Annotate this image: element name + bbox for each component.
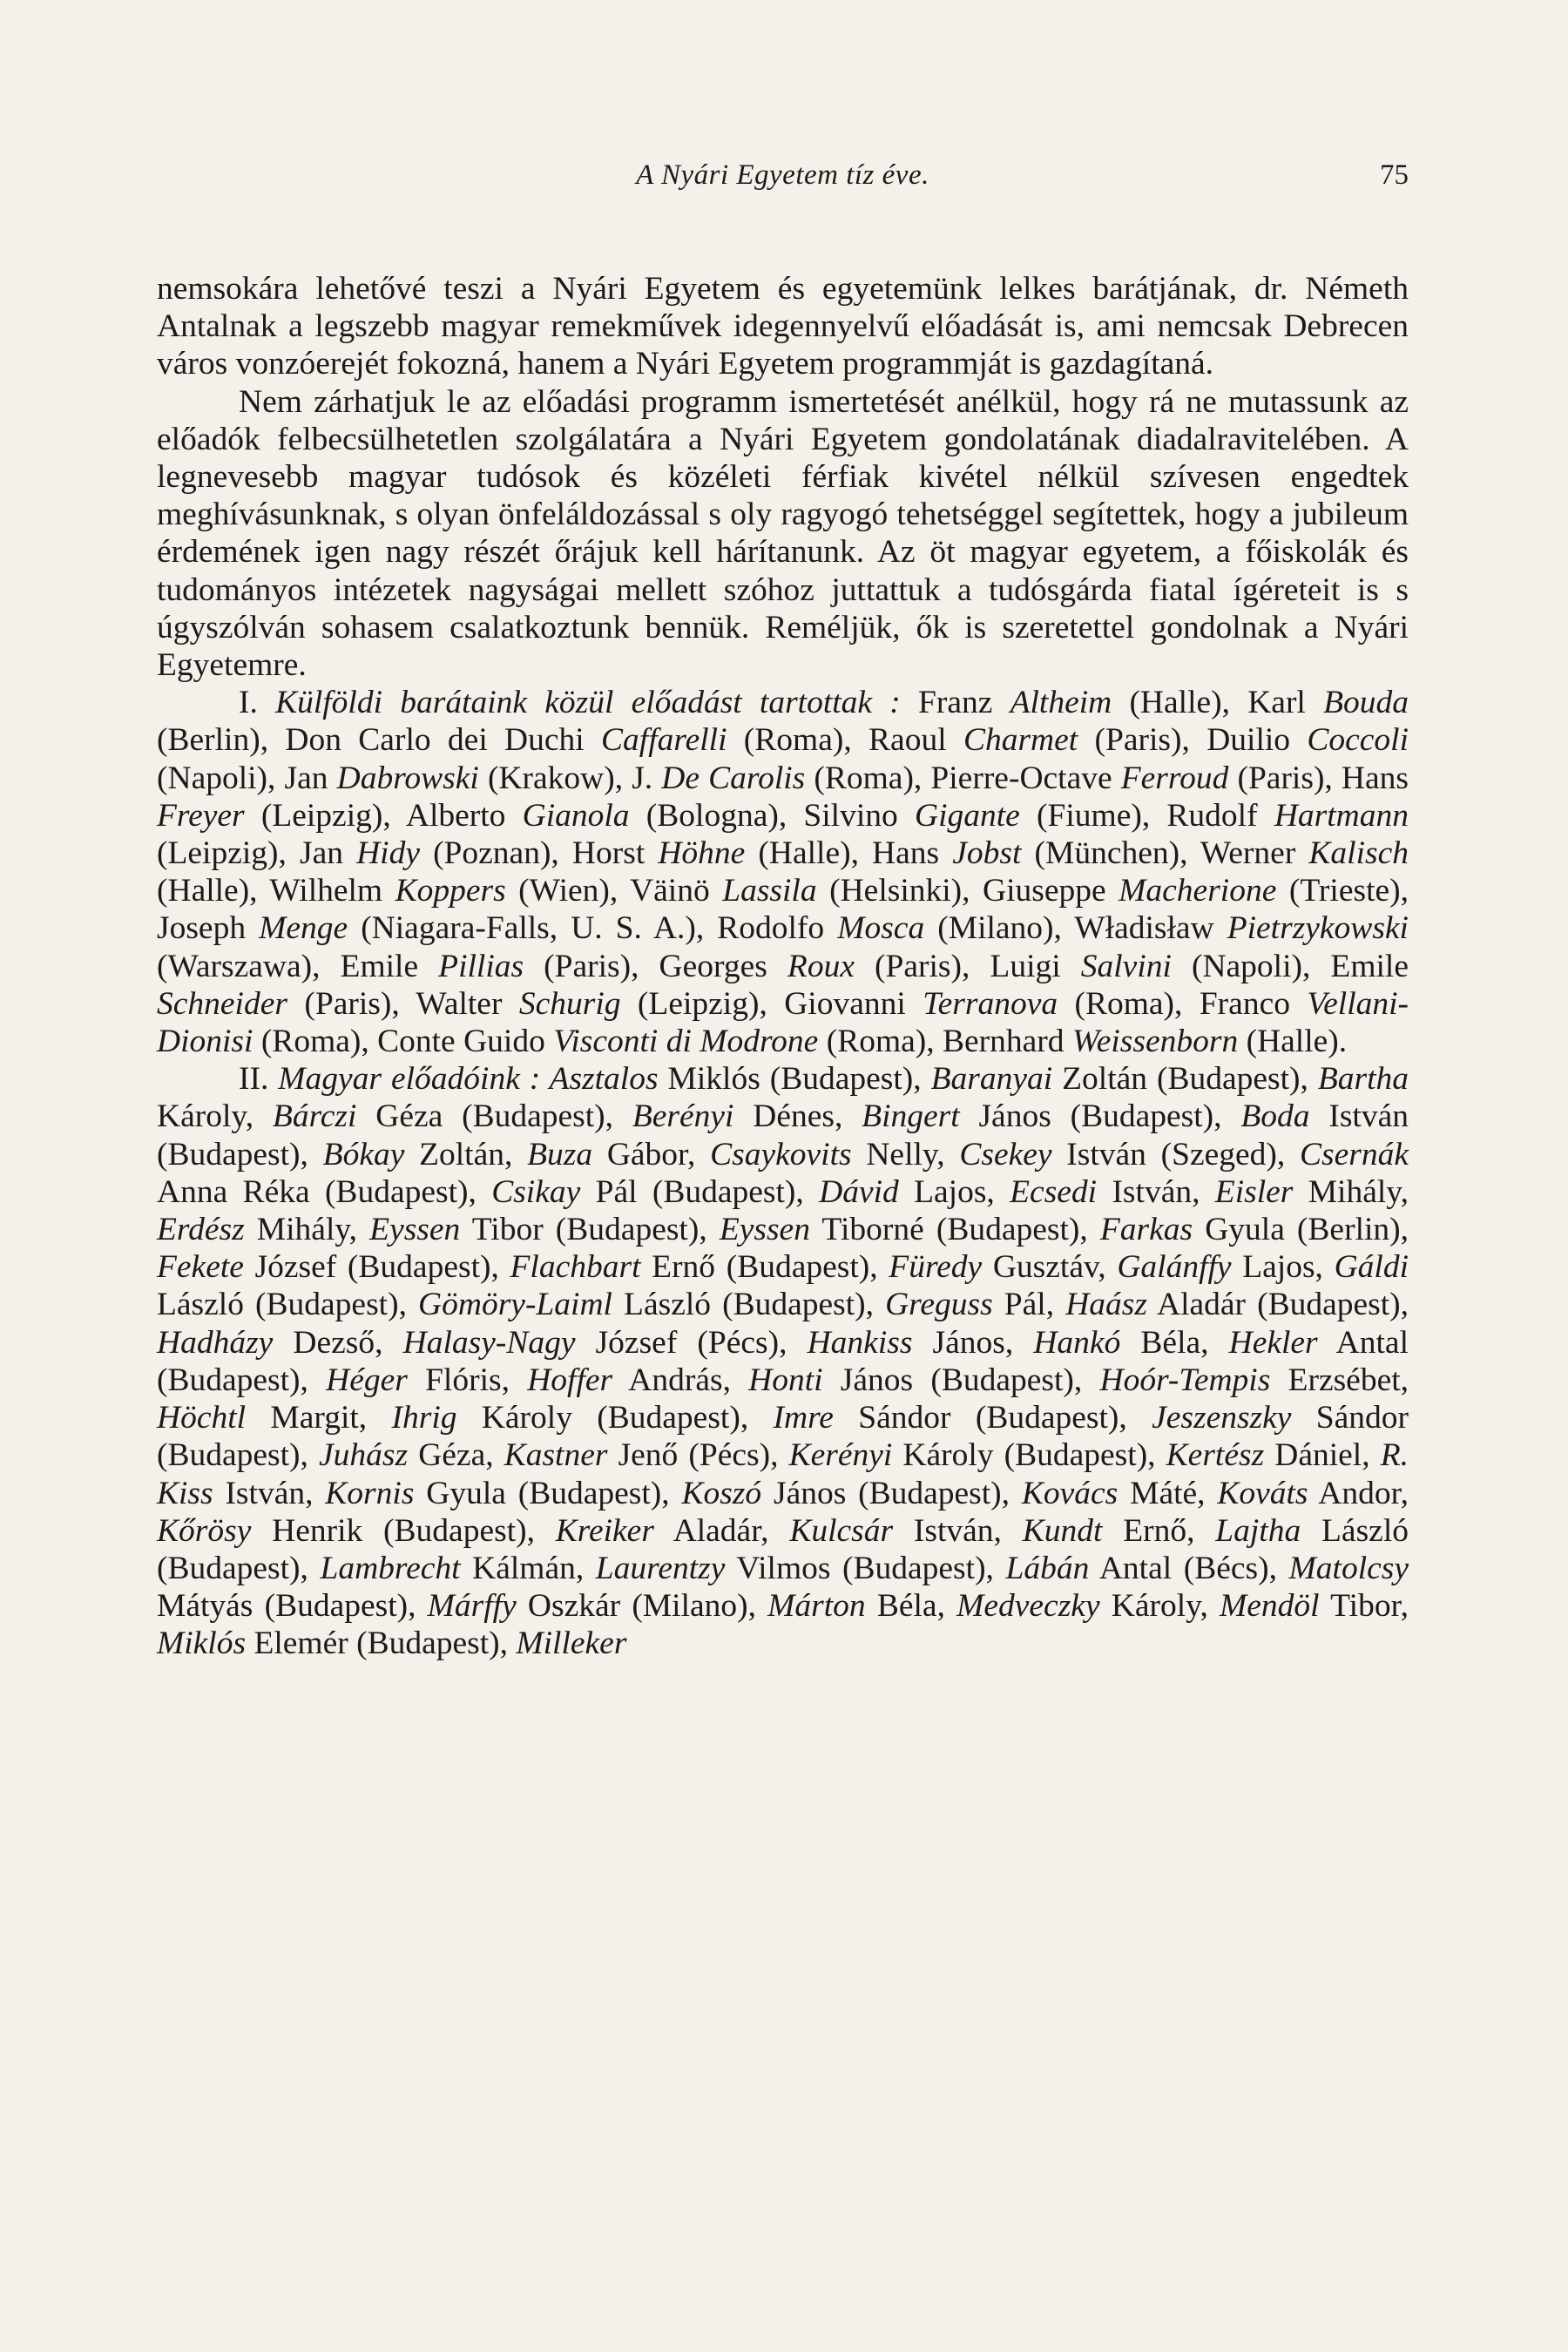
text-run: László (Budapest), <box>612 1287 886 1323</box>
italic-name-run: Márffy <box>427 1588 517 1625</box>
italic-name-run: Fekete <box>157 1249 244 1286</box>
italic-name-run: Kulcsár <box>789 1512 894 1549</box>
italic-name-run: Lajtha <box>1215 1512 1301 1549</box>
italic-name-run: Csernák <box>1300 1136 1409 1173</box>
italic-name-run: Csikay <box>491 1173 581 1210</box>
text-run: János (Budapest), <box>761 1475 1022 1511</box>
text-run: Mihály, <box>244 1212 370 1248</box>
italic-name-run: Coccoli <box>1307 722 1409 759</box>
text-run: Tibor, <box>1319 1588 1409 1625</box>
italic-name-run: Matolcsy <box>1288 1550 1409 1586</box>
text-run: Béla, <box>865 1588 957 1625</box>
italic-name-run: Pillias <box>438 948 524 984</box>
italic-name-run: Imre <box>773 1400 834 1436</box>
text-run: (Poznan), Horst <box>419 835 659 872</box>
italic-name-run: Greguss <box>885 1287 993 1323</box>
text-run: József (Budapest), <box>243 1249 510 1286</box>
text-run: József (Pécs), <box>575 1324 808 1361</box>
text-run: Henrik (Budapest), <box>251 1512 556 1549</box>
text-run: (Napoli), Jan <box>157 760 337 796</box>
text-run: István, <box>213 1475 326 1511</box>
text-run: János, <box>912 1324 1034 1361</box>
text-run: András, <box>612 1362 749 1398</box>
paragraph-hungarian-lecturers <box>157 1060 1409 1662</box>
italic-name-run: Hoffer <box>527 1362 613 1398</box>
text-run: (Bologna), Silvino <box>629 797 915 834</box>
text-run: Sándor (Budapest), <box>833 1400 1152 1436</box>
italic-name-run: Kalisch <box>1308 835 1409 872</box>
text-run: Antal (Bécs), <box>1089 1550 1289 1586</box>
text-run: Oszkár (Milano), <box>516 1588 768 1625</box>
italic-name-run: Dávid <box>819 1173 899 1210</box>
text-run: Nem zárhatjuk le az előadási programm ismertetését anélkül, hogy rá ne mutassunk az előadók felbecsülhetetlen szolgálatára a Nyári Egyetem gondolatának diadalravitelében. A legnevesebb magyar tudósok és közéleti férfiak kivétel nélkül szívesen engedtek meghívásunknak, s olyan önfeláldozással s oly ragyogó tehetséggel segítettek, hogy a jubileum érdemének igen nagy részét őrájuk kell hárítanunk. Az öt magyar egyetem, a főiskolák és tudományos intézetek nagyságai mellett szóhoz juttattuk a tudósgárda fiatal ígéreteit is s úgyszólván sohasem csalatkoztunk bennük. Reméljük, ők is szeretettel gondolnak a Nyári Egyetemre. <box>157 383 1409 684</box>
text-run: (Roma), Conte Guido <box>253 1024 554 1060</box>
italic-name-run: Bárczi <box>272 1098 357 1135</box>
italic-name-run: Kornis <box>325 1475 415 1511</box>
text-run: (Halle), Karl <box>1112 685 1324 721</box>
italic-name-run: Terranova <box>923 985 1058 1022</box>
body-text <box>157 270 1409 1663</box>
running-title: A Nyári Egyetem tíz éve. <box>636 159 929 191</box>
italic-name-run: Kundt <box>1022 1512 1103 1549</box>
text-run: Tibor (Budapest), <box>460 1212 720 1248</box>
text-run: Károly (Budapest), <box>456 1400 774 1436</box>
italic-name-run: Roux <box>787 948 855 984</box>
italic-name-run: Hadházy <box>157 1324 274 1361</box>
italic-name-run: Koppers <box>395 873 506 909</box>
text-run: Dániel, <box>1264 1437 1381 1474</box>
text-run: Gábor, <box>592 1136 711 1173</box>
text-run: Miklós (Budapest), <box>658 1061 931 1098</box>
text-run: Károly, <box>157 1098 273 1135</box>
italic-name-run: Kreiker <box>555 1512 654 1549</box>
italic-name-run: Schneider <box>157 985 287 1022</box>
italic-name-run: Kertész <box>1166 1437 1265 1474</box>
text-run: (Wien), Väinö <box>505 873 723 909</box>
italic-name-run: Weissenborn <box>1071 1024 1239 1060</box>
text-run: (Fiume), Rudolf <box>1019 797 1274 834</box>
italic-name-run: Charmet <box>963 722 1078 759</box>
text-run: (Roma), Franco <box>1058 985 1308 1022</box>
text-run: Jenő (Pécs), <box>607 1437 789 1474</box>
text-run: nemsokára lehetővé teszi a Nyári Egyetem és egyetemünk lelkes barátjának, dr. Németh Antalnak a legszebb magyar remekművek idegennyelvű előadását is, ami nemcsak Debrecen város vonzóerejét fokozná, hanem a Nyári Egyetem programmját is gazdagítaná. <box>157 271 1409 382</box>
italic-name-run: Galánffy <box>1117 1249 1232 1286</box>
text-run: (Roma), Bernhard <box>818 1024 1072 1060</box>
text-run: (Berlin), Don Carlo dei Duchi <box>157 722 602 759</box>
text-run: János (Budapest), <box>822 1362 1100 1398</box>
text-run: (Paris), Duilio <box>1078 722 1308 759</box>
text-run: Elemér (Budapest), <box>246 1625 517 1662</box>
italic-name-run: Héger <box>326 1362 408 1398</box>
italic-name-run: Dabrowski <box>336 760 479 796</box>
italic-name-run: Pietrzykowski <box>1227 910 1409 947</box>
italic-name-run: Lassila <box>722 873 817 909</box>
italic-name-run: Hekler <box>1228 1324 1318 1361</box>
text-run: István, <box>893 1512 1023 1549</box>
italic-name-run: Caffarelli <box>601 722 727 759</box>
italic-name-run: Farkas <box>1099 1212 1193 1248</box>
italic-name-run: Medveczky <box>956 1588 1100 1625</box>
text-run: (Halle), Wilhelm <box>157 873 395 909</box>
italic-name-run: Hoór-Tempis <box>1099 1362 1271 1398</box>
text-run: (München), Werner <box>1021 835 1309 872</box>
text-run: (Trieste), Joseph <box>157 873 1409 947</box>
italic-name-run: Csaykovits <box>710 1136 852 1173</box>
italic-name-run: Ecsedi <box>1010 1173 1098 1210</box>
text-run: Franz <box>900 685 1010 721</box>
text-run: Pál, <box>992 1287 1066 1323</box>
italic-name-run: Bingert <box>862 1098 960 1135</box>
text-run: Gyula (Budapest), <box>414 1475 682 1511</box>
text-run: (Napoli), Emile <box>1171 948 1409 984</box>
text-run: Flóris, <box>407 1362 528 1398</box>
text-run: Mihály, <box>1293 1173 1409 1210</box>
text-run: Dénes, <box>733 1098 862 1135</box>
page-number: 75 <box>1380 159 1409 191</box>
italic-name-run: Haász <box>1065 1287 1147 1323</box>
text-run: (Krakow), J. <box>478 760 662 796</box>
text-run: (Paris), Walter <box>287 985 519 1022</box>
text-run: II. <box>239 1061 279 1098</box>
italic-name-run: Milleker <box>516 1625 627 1662</box>
italic-name-run: Baranyai <box>930 1061 1053 1098</box>
italic-name-run: Márton <box>767 1588 866 1625</box>
italic-name-run: Honti <box>748 1362 823 1398</box>
italic-name-run: Menge <box>259 910 348 947</box>
text-run: Sándor (Budapest), <box>157 1400 1409 1474</box>
text-run: (Halle), Hans <box>745 835 953 872</box>
italic-name-run: De Carolis <box>661 760 806 796</box>
italic-name-run: Mendöl <box>1220 1588 1320 1625</box>
text-run: Margit, <box>246 1400 392 1436</box>
italic-name-run: Bartha <box>1317 1061 1409 1098</box>
italic-name-run: Kőrösy <box>157 1512 252 1549</box>
text-run: Kálmán, <box>460 1550 596 1586</box>
text-run: Anna Réka (Budapest), <box>157 1173 492 1210</box>
text-run: István (Budapest), <box>157 1098 1409 1173</box>
text-run: László (Budapest), <box>157 1287 419 1323</box>
paragraph-foreign-lecturers <box>157 684 1409 1060</box>
italic-name-run: Höchtl <box>157 1400 247 1436</box>
italic-name-run: Freyer <box>157 797 245 834</box>
italic-name-run: Lábán <box>1005 1550 1090 1586</box>
italic-name-run: Salvini <box>1080 948 1172 984</box>
text-run: Vilmos (Budapest), <box>725 1550 1006 1586</box>
italic-name-run: Vellani-Dionisi <box>157 985 1409 1060</box>
text-run: István, <box>1097 1173 1215 1210</box>
italic-name-run: Bókay <box>322 1136 405 1173</box>
italic-name-run: Ferroud <box>1120 760 1229 796</box>
text-run: (Paris), Georges <box>524 948 787 984</box>
italic-name-run: Kováts <box>1217 1475 1308 1511</box>
italic-name-run: Kerényi <box>788 1437 893 1474</box>
italic-name-run: Kastner <box>504 1437 608 1474</box>
italic-name-run: Macherione <box>1119 873 1277 909</box>
italic-name-run: Gianola <box>522 797 630 834</box>
italic-name-run: Csekey <box>959 1136 1052 1173</box>
text-run: I. <box>239 685 276 721</box>
text-run: István (Szeged), <box>1051 1136 1300 1173</box>
text-run: (Paris), Luigi <box>854 948 1081 984</box>
italic-name-run: Buza <box>527 1136 593 1173</box>
italic-name-run: Jeszenszky <box>1152 1400 1292 1436</box>
text-run: Antal (Budapest), <box>157 1324 1409 1398</box>
text-run: Dezső, <box>273 1324 403 1361</box>
text-run: Károly (Budapest), <box>892 1437 1166 1474</box>
text-run: László (Budapest), <box>157 1512 1409 1586</box>
text-run: (Warszawa), Emile <box>157 948 439 984</box>
text-run: Pál (Budapest), <box>580 1173 820 1210</box>
text-run: Géza (Budapest), <box>356 1098 632 1135</box>
italic-name-run: Gáldi <box>1334 1249 1409 1286</box>
text-run: (Milano), Władisław <box>924 910 1227 947</box>
italic-name-run: Altheim <box>1010 685 1112 721</box>
text-run: Ernő (Budapest), <box>640 1249 889 1286</box>
italic-name-run: Juhász <box>319 1437 409 1474</box>
text-run: (Leipzig), Jan <box>157 835 357 872</box>
italic-name-run: Flachbart <box>510 1249 641 1286</box>
italic-name-run: Ihrig <box>391 1400 457 1436</box>
text-run: (Helsinki), Giuseppe <box>816 873 1119 909</box>
italic-name-run: Bouda <box>1323 685 1409 721</box>
italic-name-run: Gigante <box>914 797 1020 834</box>
text-run: (Leipzig), Giovanni <box>620 985 923 1022</box>
text-run: Nelly, <box>851 1136 960 1173</box>
text-run: Lajos, <box>1231 1249 1335 1286</box>
italic-name-run: Mosca <box>837 910 925 947</box>
italic-name-run: Hartmann <box>1274 797 1409 834</box>
text-run: János (Budapest), <box>959 1098 1241 1135</box>
text-run: Erzsébet, <box>1270 1362 1409 1398</box>
italic-name-run: R. Kiss <box>157 1437 1409 1511</box>
text-run: Béla, <box>1120 1324 1229 1361</box>
paragraph-continuation <box>157 270 1409 383</box>
italic-name-run: Hankiss <box>807 1324 913 1361</box>
text-run: (Paris), Hans <box>1228 760 1409 796</box>
text-run: Zoltán (Budapest), <box>1052 1061 1318 1098</box>
text-run: Aladár (Budapest), <box>1146 1287 1409 1323</box>
text-run: Lajos, <box>898 1173 1010 1210</box>
italic-name-run: Külföldi barátaink közül előadást tartottak : <box>275 685 901 721</box>
italic-name-run: Eyssen <box>369 1212 461 1248</box>
italic-name-run: Gömöry-Laiml <box>418 1287 612 1323</box>
italic-name-run: Visconti di Modrone <box>553 1024 819 1060</box>
italic-name-run: Höhne <box>658 835 746 872</box>
text-run: Gusztáv, <box>982 1249 1118 1286</box>
text-run: (Leipzig), Alberto <box>244 797 523 834</box>
text-run: Károly, <box>1099 1588 1220 1625</box>
text-run: (Roma), Pierre-Octave <box>805 760 1121 796</box>
text-run: Tiborné (Budapest), <box>809 1212 1100 1248</box>
text-run: Ernő, <box>1102 1512 1216 1549</box>
italic-name-run: Jobst <box>952 835 1022 872</box>
italic-name-run: Boda <box>1240 1098 1310 1135</box>
text-run: (Halle). <box>1238 1024 1348 1060</box>
italic-name-run: Berényi <box>632 1098 734 1135</box>
text-run: Mátyás (Budapest), <box>157 1588 428 1625</box>
italic-name-run: Magyar előadóink : Asztalos <box>278 1061 659 1098</box>
italic-name-run: Hankó <box>1033 1324 1121 1361</box>
italic-name-run: Eyssen <box>719 1212 810 1248</box>
italic-name-run: Lambrecht <box>320 1550 461 1586</box>
text-run: Máté, <box>1118 1475 1218 1511</box>
text-run: Zoltán, <box>404 1136 528 1173</box>
text-run: (Roma), Raoul <box>727 722 963 759</box>
text-run: Aladár, <box>653 1512 790 1549</box>
italic-name-run: Hidy <box>356 835 420 872</box>
paragraph-lecturers-intro <box>157 383 1409 685</box>
italic-name-run: Eisler <box>1214 1173 1294 1210</box>
italic-name-run: Laurentzy <box>595 1550 726 1586</box>
italic-name-run: Füredy <box>889 1249 983 1286</box>
text-run: Andor, <box>1308 1475 1409 1511</box>
running-head <box>157 153 1409 197</box>
italic-name-run: Halasy-Nagy <box>402 1324 576 1361</box>
italic-name-run: Koszó <box>681 1475 762 1511</box>
italic-name-run: Kovács <box>1021 1475 1119 1511</box>
italic-name-run: Miklós <box>157 1625 247 1662</box>
italic-name-run: Erdész <box>157 1212 245 1248</box>
text-run: Gyula (Berlin), <box>1193 1212 1409 1248</box>
text-run: Géza, <box>408 1437 504 1474</box>
italic-name-run: Schurig <box>518 985 621 1022</box>
text-run: (Niagara-Falls, U. S. A.), Rodolfo <box>348 910 838 947</box>
